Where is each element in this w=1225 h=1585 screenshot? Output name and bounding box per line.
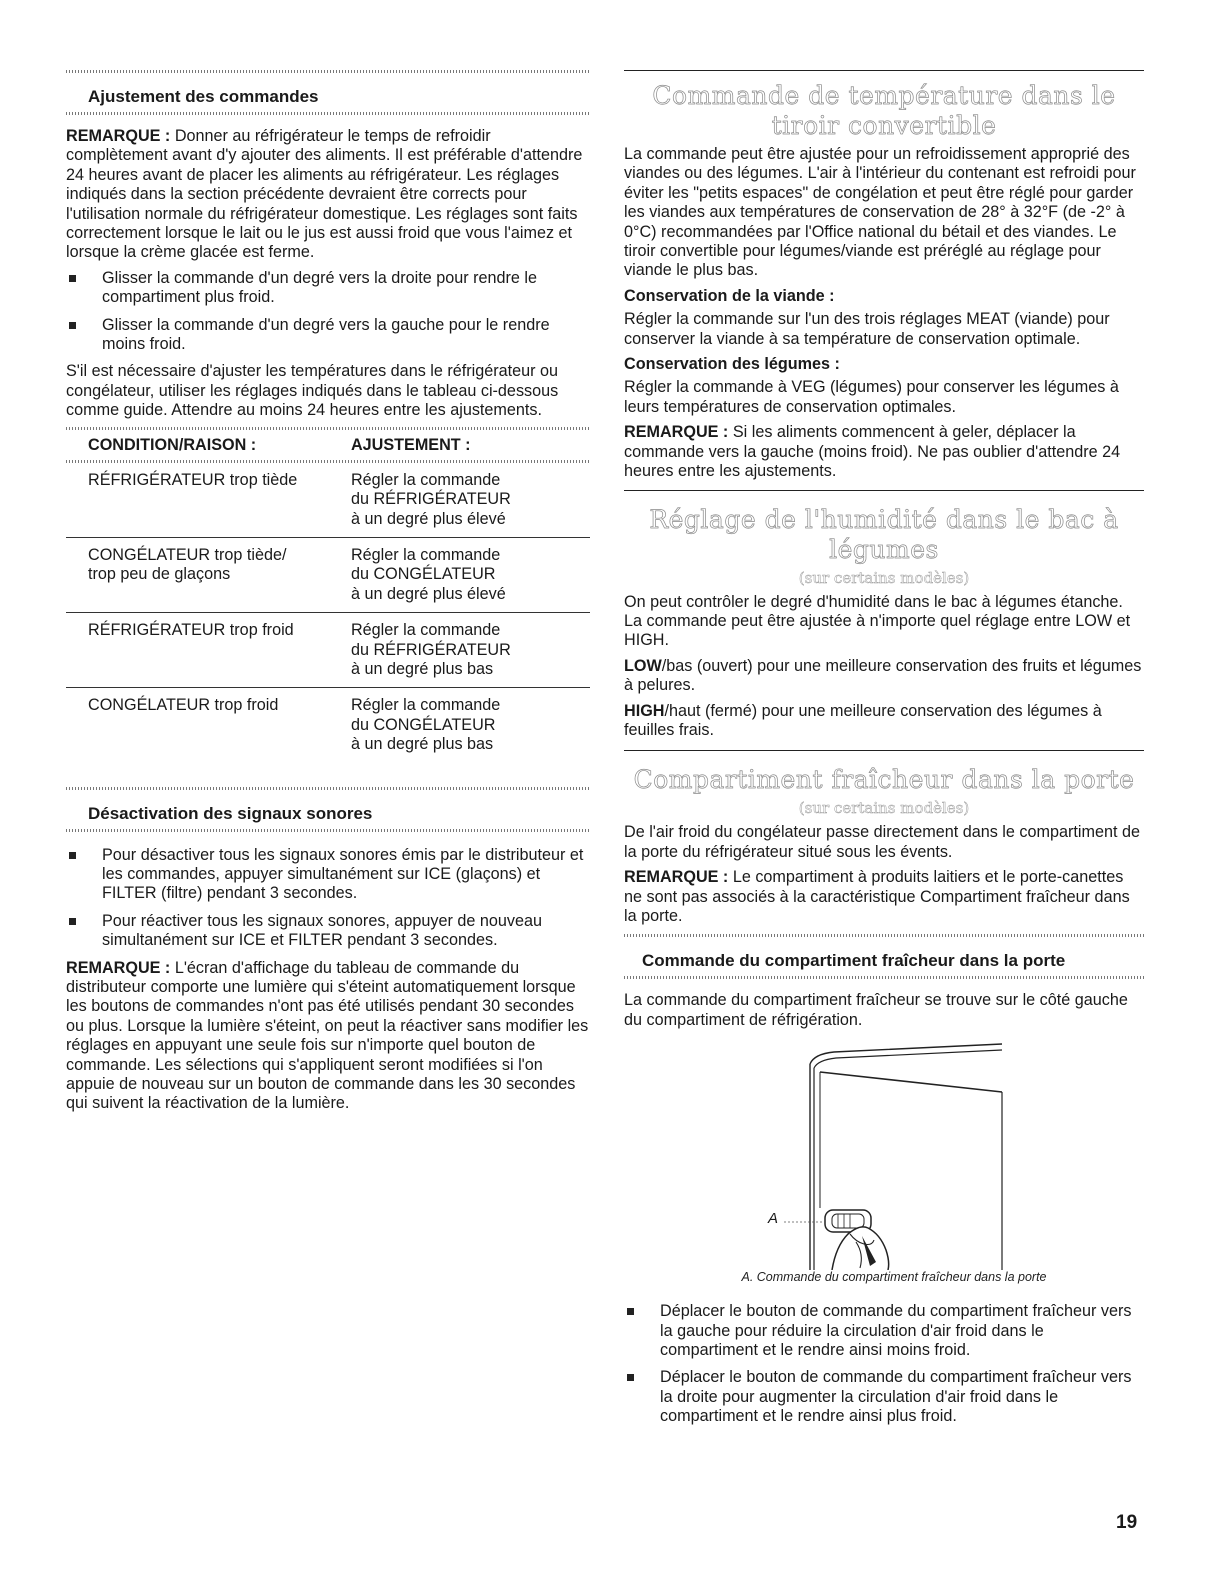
table-row: CONGÉLATEUR trop froid Régler la commande du CONGÉLATEUR à un degré plus bas — [88, 696, 501, 754]
guide-paragraph: S'il est nécessaire d'ajuster les températures dans le réfrigérateur ou congélateur, utiliser les réglages indiqués dans le tableau ci-dessous comme guide. Attendre au moins 24 heures entre les ajustements. — [66, 362, 559, 420]
figure-caption: A. Commande du compartiment fraîcheur dans la porte — [741, 1270, 1047, 1285]
remark-text: L'écran d'affichage du tableau de commande du distributeur comporte une lumière qui s'éteint automatiquement lorsque les boutons de commandes n'ont pas été utilisés pendant 30 secondes ou plus. Lorsque la lumière s'éteint, on peut la réactiver sans modifier les réglages en appuyant une seule fois sur n'importe quel bouton de commande. Les sélections qui s'appliquent seront modifiées si l'on appuie de nouveau sur un bouton de commande dans les 30 secondes qui suivent la réactivation de la lumière. — [66, 958, 589, 1113]
high-label: HIGH — [624, 701, 665, 720]
section-title-sound: Désactivation des signaux sonores — [88, 803, 373, 823]
square-bullet-icon — [627, 1374, 634, 1381]
veg-text: Régler la commande à VEG (légumes) pour conserver les légumes à leurs températures de conservation optimales. — [624, 378, 1119, 416]
left-column — [66, 70, 590, 1120]
low-text: /bas (ouvert) pour une meilleure conservation des fruits et légumes à pelures. — [624, 656, 1142, 695]
remark-label: REMARQUE : — [624, 868, 729, 887]
solid-divider — [624, 70, 1144, 71]
solid-divider — [624, 750, 1144, 751]
table-row: RÉFRIGÉRATEUR trop tiède Régler la commande du RÉFRIGÉRATEUR à un degré plus élevé — [66, 463, 590, 538]
remark-paragraph-right — [624, 423, 1144, 481]
dotted-divider — [66, 829, 590, 832]
remark-paragraph-door — [624, 868, 1144, 926]
table-header — [66, 430, 590, 460]
door-control-paragraph: La commande du compartiment fraîcheur se trouve sur le côté gauche du compartiment de réfrigération. — [624, 991, 1128, 1029]
door-control-figure — [624, 1038, 1144, 1270]
list-item: Glisser la commande d'un degré vers la droite pour rendre le compartiment plus froid. — [66, 269, 590, 308]
square-bullet-icon — [69, 918, 76, 925]
remark-label: REMARQUE : — [66, 958, 171, 977]
remark-label: REMARQUE : — [624, 423, 729, 442]
convertible-paragraph: La commande peut être ajustée pour un refroidissement approprié des viandes ou des légumes. L'air à l'intérieur du contenant est refroidi pour éviter les "petits espaces" de congélation et peut être réglé pour garder les viandes aux températures de conservation de 28° à 32°F (de -2° à 0°C) recommandées par l'Office national du bétail et des viandes. Le tiroir convertible pour légumes/viande est préréglé au réglage pour viande le plus bas. — [624, 145, 1136, 280]
remark-label: REMARQUE : — [66, 127, 171, 145]
door-paragraph: De l'air froid du congélateur passe directement dans le compartiment de la porte du réfrigérateur situé sous les évents. — [624, 823, 1140, 861]
table-header-adjustment: AJUSTEMENT : — [350, 435, 471, 454]
remark-paragraph — [66, 127, 590, 263]
adjustment-table — [66, 463, 590, 763]
subtitle-door-compartment: (sur certains modèles) — [798, 799, 970, 818]
refrigerator-door-illustration — [624, 1038, 1144, 1270]
list-item: Déplacer le bouton de commande du compartiment fraîcheur vers la gauche pour réduire la circulation d'air froid dans le compartiment et le rendre ainsi moins froid. — [624, 1302, 1144, 1360]
table-header-condition: CONDITION/RAISON : — [88, 435, 257, 454]
list-item: Déplacer le bouton de commande du compartiment fraîcheur vers la droite pour augmenter la circulation d'air froid dans le compartiment et le rendre ainsi plus froid. — [624, 1368, 1144, 1426]
section-title-adjustment: Ajustement des commandes — [88, 87, 319, 106]
low-paragraph — [624, 657, 1144, 696]
dotted-divider — [624, 976, 1144, 979]
square-bullet-icon — [69, 275, 76, 282]
solid-divider — [624, 490, 1144, 491]
meat-label: Conservation de la viande : — [624, 286, 835, 305]
title-door-compartment: Compartiment fraîcheur dans la porte — [633, 765, 1135, 795]
meat-text: Régler la commande sur l'un des trois réglages MEAT (viande) pour conserver la viande à sa température de conservation optimale. — [624, 310, 1110, 348]
remark-text: Le compartiment à produits laitiers et le porte-canettes ne sont pas associés à la caractéristique Compartiment fraîcheur dans la porte. — [624, 868, 1130, 925]
table-row: RÉFRIGÉRATEUR trop froid Régler la commande du RÉFRIGÉRATEUR à un degré plus bas — [66, 613, 590, 688]
remark-text: Si les aliments commencent à geler, déplacer la commande vers la gauche (moins froid). Ne pas oublier d'attendre 24 heures entre les ajustements. — [624, 423, 1121, 481]
page-number: 19 — [1116, 1512, 1138, 1533]
subtitle-humidity: (sur certains modèles) — [798, 568, 970, 587]
bullet-list-sound — [66, 846, 590, 951]
remark-paragraph-2 — [66, 959, 590, 1114]
table-row: CONGÉLATEUR trop tiède/ trop peu de glaçons Régler la commande du CONGÉLATEUR à un degré plus élevé — [66, 538, 590, 613]
square-bullet-icon — [69, 852, 76, 859]
square-bullet-icon — [69, 322, 76, 329]
square-bullet-icon — [627, 1308, 634, 1315]
title-humidity: Réglage de l'humidité dans le bac à légumes — [649, 504, 1119, 564]
figure-label-a: A — [768, 1210, 779, 1228]
section-title-door-control: Commande du compartiment fraîcheur dans la porte — [642, 951, 1066, 971]
remark-text: Donner au réfrigérateur le temps de refroidir complètement avant d'y ajouter des aliments. Il est préférable d'attendre 24 heures avant de placer les aliments au réfrigérateur. Les réglages indiqués dans la section précédente devraient être corrects pour l'utilisation normale du réfrigérateur domestique. Les réglages sont faits correctement lorsque le lait ou le jus est aussi froid que vous l'aimez et lorsque la crème glacée est ferme. — [66, 127, 583, 262]
list-item: Pour désactiver tous les signaux sonores émis par le distributeur et les commandes, appuyer simultanément sur ICE (glaçons) et FILTER (filtre) pendant 3 secondes. — [66, 846, 590, 904]
veg-label: Conservation des légumes : — [624, 355, 840, 374]
low-label: LOW — [624, 656, 662, 675]
high-paragraph — [624, 702, 1144, 741]
humidity-paragraph: On peut contrôler le degré d'humidité dans le bac à légumes étanche. La commande peut être ajustée à n'importe quel réglage entre LOW et HIGH. — [624, 592, 1131, 650]
bullet-list-door-control — [624, 1302, 1144, 1426]
high-text: /haut (fermé) pour une meilleure conservation des légumes à feuilles frais. — [624, 701, 1102, 739]
right-column — [624, 70, 1144, 1435]
list-item: Pour réactiver tous les signaux sonores, appuyer de nouveau simultanément sur ICE et FILTER pendant 3 secondes. — [66, 912, 590, 951]
list-item: Glisser la commande d'un degré vers la gauche pour le rendre moins froid. — [66, 316, 590, 355]
bullet-list-adjust — [66, 269, 590, 355]
dotted-divider — [66, 112, 590, 115]
title-convertible-drawer: Commande de température dans le tiroir convertible — [652, 81, 1116, 140]
